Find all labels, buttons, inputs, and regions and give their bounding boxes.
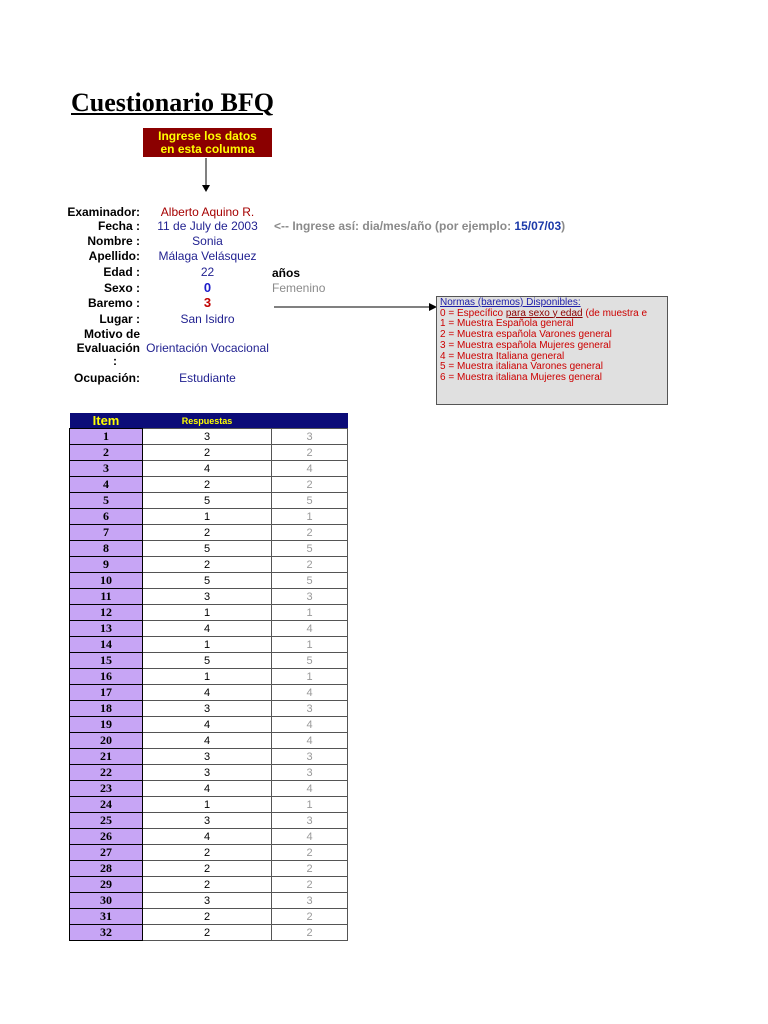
responses-table-body <box>70 429 348 941</box>
response-echo-cell: 5 <box>272 653 348 669</box>
table-row <box>70 429 348 445</box>
item-number-cell: 32 <box>70 925 143 941</box>
table-row <box>70 893 348 909</box>
response-echo-cell: 1 <box>272 605 348 621</box>
item-number-cell: 29 <box>70 877 143 893</box>
response-echo-cell: 4 <box>272 733 348 749</box>
response-cell[interactable]: 4 <box>143 829 272 845</box>
normas-box <box>436 296 668 405</box>
item-number-cell: 10 <box>70 573 143 589</box>
response-echo-cell: 1 <box>272 669 348 685</box>
baremo-value[interactable]: 3 <box>203 295 212 310</box>
ocupacion-value[interactable]: Estudiante <box>179 371 236 385</box>
response-cell[interactable]: 2 <box>143 861 272 877</box>
table-row <box>70 573 348 589</box>
instruction-line-1: Ingrese los datos <box>158 129 257 143</box>
response-echo-cell: 3 <box>272 701 348 717</box>
item-number-cell: 30 <box>70 893 143 909</box>
lugar-value[interactable]: San Isidro <box>180 312 235 326</box>
response-cell[interactable]: 3 <box>143 701 272 717</box>
response-cell[interactable]: 5 <box>143 493 272 509</box>
item-number-cell: 28 <box>70 861 143 877</box>
apellido-label: Apellido: <box>88 249 140 263</box>
response-echo-cell: 3 <box>272 589 348 605</box>
normas-option: 5 = Muestra italiana Varones general <box>440 361 603 373</box>
response-cell[interactable]: 3 <box>143 893 272 909</box>
motivo-label-line-2: Evaluación <box>76 341 140 355</box>
copy-column-header <box>272 413 348 429</box>
nombre-label: Nombre : <box>87 234 140 248</box>
lugar-label: Lugar : <box>99 312 140 326</box>
response-echo-cell: 2 <box>272 557 348 573</box>
item-number-cell: 26 <box>70 829 143 845</box>
item-number-cell: 15 <box>70 653 143 669</box>
fecha-label: Fecha : <box>97 219 140 233</box>
normas-option: 4 = Muestra Italiana general <box>440 350 565 362</box>
date-hint-example: 15/07/03 <box>514 219 562 233</box>
edad-label: Edad : <box>103 265 140 279</box>
response-cell[interactable]: 3 <box>143 429 272 445</box>
edad-value[interactable]: 22 <box>200 265 215 279</box>
table-row <box>70 797 348 813</box>
table-row <box>70 509 348 525</box>
item-number-cell: 14 <box>70 637 143 653</box>
response-cell[interactable]: 1 <box>143 509 272 525</box>
response-echo-cell: 2 <box>272 445 348 461</box>
response-cell[interactable]: 4 <box>143 717 272 733</box>
response-echo-cell: 2 <box>272 845 348 861</box>
item-number-cell: 6 <box>70 509 143 525</box>
table-row <box>70 637 348 653</box>
response-echo-cell: 4 <box>272 717 348 733</box>
item-number-cell: 11 <box>70 589 143 605</box>
response-cell[interactable]: 2 <box>143 925 272 941</box>
item-number-cell: 20 <box>70 733 143 749</box>
response-cell[interactable]: 3 <box>143 813 272 829</box>
response-cell[interactable]: 5 <box>143 653 272 669</box>
response-echo-cell: 2 <box>272 861 348 877</box>
table-row <box>70 589 348 605</box>
table-row <box>70 557 348 573</box>
response-cell[interactable]: 2 <box>143 845 272 861</box>
table-row <box>70 685 348 701</box>
instruction-line-2: en esta columna <box>160 142 255 156</box>
item-number-cell: 27 <box>70 845 143 861</box>
table-row <box>70 717 348 733</box>
table-row <box>70 861 348 877</box>
normas-option: 6 = Muestra italiana Mujeres general <box>440 371 603 383</box>
response-echo-cell: 4 <box>272 621 348 637</box>
item-number-cell: 7 <box>70 525 143 541</box>
normas-option-0-suffix: (de muestra e <box>582 307 648 319</box>
table-row <box>70 813 348 829</box>
table-row <box>70 877 348 893</box>
nombre-value[interactable]: Sonia <box>192 234 223 248</box>
item-number-cell: 9 <box>70 557 143 573</box>
response-cell[interactable]: 5 <box>143 573 272 589</box>
response-cell[interactable]: 2 <box>143 909 272 925</box>
response-echo-cell: 5 <box>272 493 348 509</box>
item-number-cell: 17 <box>70 685 143 701</box>
response-cell[interactable]: 1 <box>143 605 272 621</box>
right-arrow-icon <box>274 300 439 314</box>
response-cell[interactable]: 4 <box>143 685 272 701</box>
examinador-label: Examinador: <box>67 205 140 219</box>
table-row <box>70 909 348 925</box>
table-row <box>70 525 348 541</box>
motivo-label-line-1: Motivo de <box>84 327 140 341</box>
response-cell[interactable]: 3 <box>143 749 272 765</box>
normas-option-0-prefix: 0 = Específico <box>440 307 506 319</box>
response-echo-cell: 5 <box>272 541 348 557</box>
item-number-cell: 5 <box>70 493 143 509</box>
examinador-value[interactable]: Alberto Aquino R. <box>160 205 255 219</box>
item-number-cell: 23 <box>70 781 143 797</box>
fecha-value[interactable]: 11 de July de 2003 <box>157 219 258 233</box>
response-echo-cell: 2 <box>272 909 348 925</box>
page-title: Cuestionario BFQ <box>71 88 274 117</box>
table-row <box>70 829 348 845</box>
item-number-cell: 18 <box>70 701 143 717</box>
normas-option: 3 = Muestra española Mujeres general <box>440 339 611 351</box>
response-echo-cell: 2 <box>272 925 348 941</box>
item-number-cell: 13 <box>70 621 143 637</box>
response-cell[interactable]: 5 <box>143 541 272 557</box>
item-number-cell: 4 <box>70 477 143 493</box>
table-row <box>70 765 348 781</box>
response-echo-cell: 3 <box>272 893 348 909</box>
date-hint-suffix: ) <box>561 219 566 233</box>
table-row <box>70 653 348 669</box>
response-echo-cell: 4 <box>272 781 348 797</box>
normas-option-0-underlined: para sexo y edad <box>505 307 583 319</box>
table-row <box>70 669 348 685</box>
table-row <box>70 701 348 717</box>
item-column-header: Item <box>70 413 143 429</box>
table-row <box>70 461 348 477</box>
item-number-cell: 2 <box>70 445 143 461</box>
response-echo-cell: 3 <box>272 765 348 781</box>
sex-text: Femenino <box>272 281 326 295</box>
age-unit: años <box>272 266 301 280</box>
response-echo-cell: 5 <box>272 573 348 589</box>
item-number-cell: 1 <box>70 429 143 445</box>
normas-heading: Normas (baremos) Disponibles: <box>440 297 581 308</box>
table-row <box>70 733 348 749</box>
response-cell[interactable]: 4 <box>143 461 272 477</box>
response-cell[interactable]: 1 <box>143 637 272 653</box>
item-number-cell: 16 <box>70 669 143 685</box>
table-row <box>70 445 348 461</box>
item-number-cell: 19 <box>70 717 143 733</box>
table-row <box>70 477 348 493</box>
response-cell[interactable]: 1 <box>143 669 272 685</box>
date-hint-prefix: <-- Ingrese así: dia/mes/año (por ejemplo: <box>274 219 515 233</box>
table-row <box>70 621 348 637</box>
motivo-value[interactable]: Orientación Vocacional <box>146 341 269 355</box>
response-cell[interactable]: 2 <box>143 445 272 461</box>
down-arrow-icon <box>196 158 216 194</box>
item-number-cell: 3 <box>70 461 143 477</box>
response-cell[interactable]: 3 <box>143 589 272 605</box>
table-row <box>70 925 348 941</box>
response-echo-cell: 3 <box>272 749 348 765</box>
response-cell[interactable]: 2 <box>143 557 272 573</box>
baremo-label: Baremo : <box>87 296 140 310</box>
response-cell[interactable]: 4 <box>143 733 272 749</box>
item-number-cell: 21 <box>70 749 143 765</box>
item-number-cell: 12 <box>70 605 143 621</box>
table-row <box>70 781 348 797</box>
response-echo-cell: 2 <box>272 877 348 893</box>
item-number-cell: 31 <box>70 909 143 925</box>
response-cell[interactable]: 2 <box>143 477 272 493</box>
response-cell[interactable]: 4 <box>143 621 272 637</box>
response-echo-cell: 2 <box>272 477 348 493</box>
normas-option: 2 = Muestra española Varones general <box>440 329 612 341</box>
response-cell[interactable]: 1 <box>143 797 272 813</box>
response-cell[interactable]: 3 <box>143 765 272 781</box>
sexo-value[interactable]: 0 <box>203 280 212 295</box>
response-echo-cell: 3 <box>272 429 348 445</box>
motivo-label-line-3: : <box>113 354 117 368</box>
respuestas-column-header: Respuestas <box>143 413 272 429</box>
response-echo-cell: 1 <box>272 637 348 653</box>
apellido-value[interactable]: Málaga Velásquez <box>158 249 257 263</box>
table-row <box>70 605 348 621</box>
response-cell[interactable]: 4 <box>143 781 272 797</box>
response-echo-cell: 4 <box>272 685 348 701</box>
table-row <box>70 749 348 765</box>
item-number-cell: 8 <box>70 541 143 557</box>
response-echo-cell: 2 <box>272 525 348 541</box>
response-echo-cell: 1 <box>272 509 348 525</box>
sexo-label: Sexo : <box>103 281 140 295</box>
table-row <box>70 493 348 509</box>
response-echo-cell: 1 <box>272 797 348 813</box>
response-cell[interactable]: 2 <box>143 525 272 541</box>
table-row <box>70 541 348 557</box>
item-number-cell: 24 <box>70 797 143 813</box>
normas-option: 1 = Muestra Española general <box>440 318 574 330</box>
date-hint <box>274 219 565 233</box>
response-cell[interactable]: 2 <box>143 877 272 893</box>
item-number-cell: 22 <box>70 765 143 781</box>
table-header-row <box>70 413 348 429</box>
response-echo-cell: 4 <box>272 829 348 845</box>
response-echo-cell: 3 <box>272 813 348 829</box>
item-number-cell: 25 <box>70 813 143 829</box>
ocupacion-label: Ocupación: <box>73 371 140 385</box>
table-row <box>70 845 348 861</box>
instruction-box <box>143 128 272 157</box>
response-echo-cell: 4 <box>272 461 348 477</box>
responses-table <box>69 413 348 941</box>
